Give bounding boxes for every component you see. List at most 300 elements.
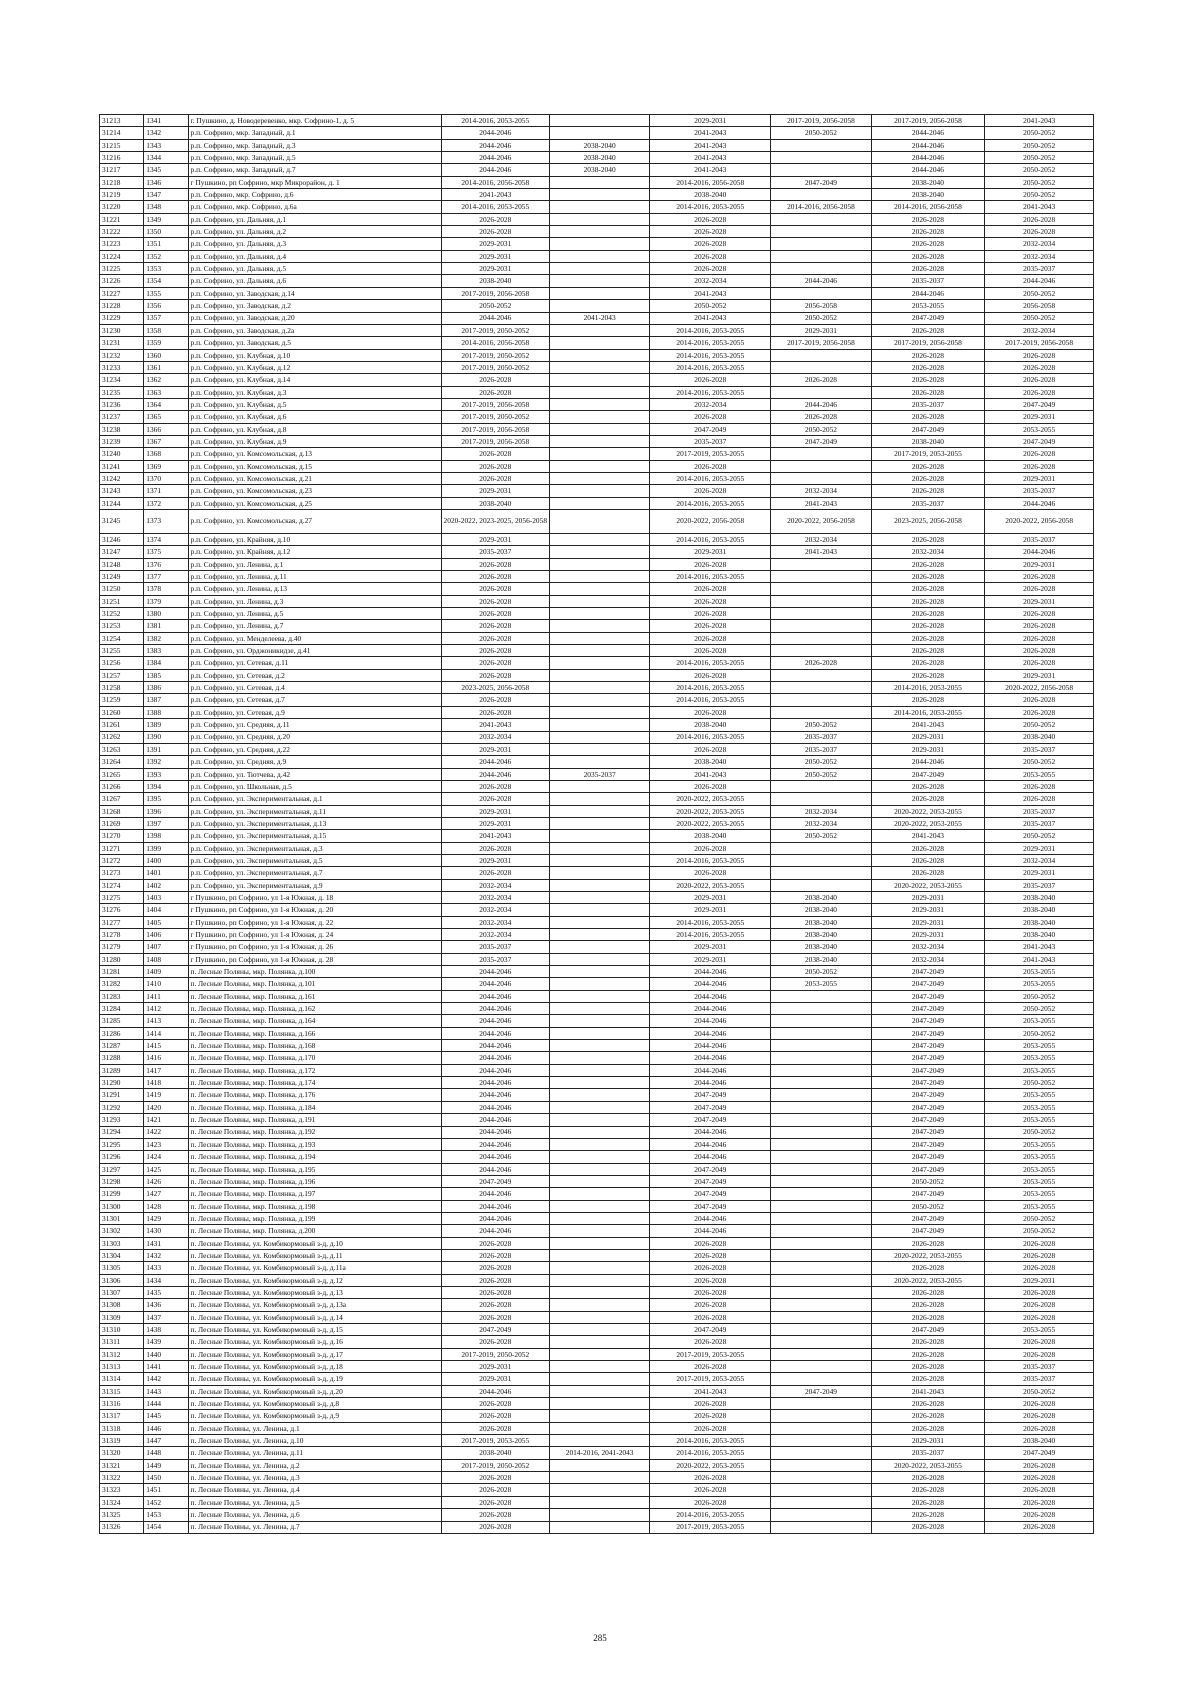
record-number-cell: 31313 [100, 1361, 144, 1373]
period-col-6-cell: 2026-2028 [985, 1398, 1094, 1410]
period-col-2-cell [550, 756, 650, 768]
item-number-cell: 1406 [144, 929, 188, 941]
period-col-5-cell: 2026-2028 [871, 645, 985, 657]
address-cell: р.п. Софрино, ул. Клубная, д.6 [188, 411, 441, 423]
table-row [100, 867, 1094, 879]
period-col-1-cell: 2026-2028 [441, 1496, 550, 1508]
item-number-cell: 1424 [144, 1151, 188, 1163]
period-col-6-cell: 2038-2040 [985, 891, 1094, 903]
item-number-cell: 1435 [144, 1286, 188, 1298]
period-col-5-cell: 2044-2046 [871, 152, 985, 164]
table-row [100, 719, 1094, 731]
period-col-3-cell: 2044-2046 [650, 1077, 771, 1089]
period-col-4-cell [771, 361, 871, 373]
item-number-cell: 1387 [144, 694, 188, 706]
period-col-4-cell: 2026-2028 [771, 374, 871, 386]
period-col-6-cell: 2044-2046 [985, 497, 1094, 509]
period-col-4-cell [771, 1299, 871, 1311]
address-cell: п. Лесные Поляны, ул. Ленина, д.11 [188, 1447, 441, 1459]
period-col-3-cell: 2026-2028 [650, 842, 771, 854]
item-number-cell: 1425 [144, 1163, 188, 1175]
period-col-3-cell: 2026-2028 [650, 213, 771, 225]
record-number-cell: 31218 [100, 176, 144, 188]
period-col-4-cell: 2050-2052 [771, 966, 871, 978]
table-row [100, 1496, 1094, 1508]
table-row [100, 1336, 1094, 1348]
period-col-6-cell: 2020-2022, 2056-2058 [985, 682, 1094, 694]
period-col-1-cell: 2035-2037 [441, 546, 550, 558]
period-col-6-cell: 2053-2055 [985, 1138, 1094, 1150]
period-col-4-cell [771, 287, 871, 299]
period-col-3-cell: 2020-2022, 2053-2055 [650, 805, 771, 817]
item-number-cell: 1357 [144, 312, 188, 324]
period-col-2-cell [550, 485, 650, 497]
period-col-6-cell: 2026-2028 [985, 780, 1094, 792]
period-col-1-cell: 2017-2019, 2056-2058 [441, 398, 550, 410]
record-number-cell: 31320 [100, 1447, 144, 1459]
item-number-cell: 1446 [144, 1422, 188, 1434]
period-col-5-cell: 2035-2037 [871, 497, 985, 509]
table-row [100, 176, 1094, 188]
period-col-5-cell: 2026-2028 [871, 1361, 985, 1373]
period-col-4-cell: 2050-2052 [771, 756, 871, 768]
address-cell: р.п. Софрино, ул. Дальняя, д.5 [188, 263, 441, 275]
address-cell: г. Пушкино, д. Новодеревенко, мкр. Софрино-1, д. 5 [188, 115, 441, 127]
table-row [100, 1114, 1094, 1126]
period-col-5-cell: 2026-2028 [871, 620, 985, 632]
table-row [100, 571, 1094, 583]
period-col-5-cell: 2047-2049 [871, 966, 985, 978]
period-col-5-cell: 2047-2049 [871, 1138, 985, 1150]
address-cell: п. Лесные Поляны, ул. Комбикормовый з-д, д.14 [188, 1311, 441, 1323]
period-col-5-cell: 2026-2028 [871, 1262, 985, 1274]
table-row [100, 1200, 1094, 1212]
period-col-2-cell [550, 632, 650, 644]
period-col-4-cell [771, 1286, 871, 1298]
period-col-6-cell: 2053-2055 [985, 423, 1094, 435]
record-number-cell: 31235 [100, 386, 144, 398]
item-number-cell: 1358 [144, 324, 188, 336]
period-col-6-cell: 2020-2022, 2056-2058 [985, 510, 1094, 534]
item-number-cell: 1352 [144, 250, 188, 262]
period-col-4-cell: 2047-2049 [771, 435, 871, 447]
period-col-4-cell [771, 558, 871, 570]
record-number-cell: 31276 [100, 904, 144, 916]
period-col-2-cell [550, 115, 650, 127]
period-col-5-cell: 2026-2028 [871, 657, 985, 669]
period-col-4-cell [771, 1496, 871, 1508]
period-col-4-cell [771, 1410, 871, 1422]
period-col-2-cell [550, 978, 650, 990]
table-row [100, 669, 1094, 681]
period-col-1-cell: 2038-2040 [441, 497, 550, 509]
period-col-4-cell [771, 1484, 871, 1496]
period-col-4-cell [771, 1324, 871, 1336]
address-cell: п. Лесные Поляны, ул. Комбикормовый з-д, д.19 [188, 1373, 441, 1385]
period-col-1-cell: 2017-2019, 2050-2052 [441, 361, 550, 373]
record-number-cell: 31283 [100, 990, 144, 1002]
address-cell: п. Лесные Поляны, мкр. Полянка, д.162 [188, 1003, 441, 1015]
period-col-6-cell: 2026-2028 [985, 226, 1094, 238]
address-cell: р.п. Софрино, ул. Крайняя, д.10 [188, 534, 441, 546]
item-number-cell: 1416 [144, 1052, 188, 1064]
item-number-cell: 1441 [144, 1361, 188, 1373]
period-col-5-cell: 2047-2049 [871, 1163, 985, 1175]
period-col-4-cell: 2014-2016, 2056-2058 [771, 201, 871, 213]
period-col-5-cell: 2026-2028 [871, 1496, 985, 1508]
period-col-1-cell: 2044-2046 [441, 990, 550, 1002]
period-col-2-cell [550, 867, 650, 879]
address-cell: р.п. Софрино, ул. Заводская, д.20 [188, 312, 441, 324]
period-col-1-cell: 2017-2019, 2056-2058 [441, 435, 550, 447]
address-cell: п. Лесные Поляны, мкр. Полянка, д.196 [188, 1175, 441, 1187]
period-col-2-cell [550, 879, 650, 891]
period-col-6-cell: 2026-2028 [985, 1509, 1094, 1521]
period-col-2-cell [550, 337, 650, 349]
period-col-1-cell: 2026-2028 [441, 1249, 550, 1261]
record-number-cell: 31228 [100, 300, 144, 312]
period-col-3-cell: 2014-2016, 2053-2055 [650, 324, 771, 336]
record-number-cell: 31282 [100, 978, 144, 990]
table-row [100, 805, 1094, 817]
item-number-cell: 1433 [144, 1262, 188, 1274]
period-col-1-cell: 2026-2028 [441, 1262, 550, 1274]
table-row [100, 1373, 1094, 1385]
table-row [100, 1237, 1094, 1249]
item-number-cell: 1348 [144, 201, 188, 213]
period-col-5-cell: 2029-2031 [871, 904, 985, 916]
period-col-3-cell: 2014-2016, 2053-2055 [650, 497, 771, 509]
period-col-5-cell: 2041-2043 [871, 830, 985, 842]
period-col-4-cell [771, 1027, 871, 1039]
record-number-cell: 31304 [100, 1249, 144, 1261]
period-col-1-cell: 2026-2028 [441, 558, 550, 570]
period-col-6-cell: 2050-2052 [985, 1212, 1094, 1224]
period-col-4-cell [771, 1089, 871, 1101]
period-col-6-cell: 2017-2019, 2056-2058 [985, 337, 1094, 349]
period-col-1-cell: 2026-2028 [441, 1398, 550, 1410]
period-col-3-cell: 2038-2040 [650, 830, 771, 842]
table-row [100, 1101, 1094, 1113]
period-col-2-cell [550, 1225, 650, 1237]
address-cell: п. Лесные Поляны, ул. Комбикормовый з-д, д.8 [188, 1398, 441, 1410]
table-row [100, 990, 1094, 1002]
period-col-4-cell [771, 386, 871, 398]
item-number-cell: 1419 [144, 1089, 188, 1101]
period-col-1-cell: 2026-2028 [441, 571, 550, 583]
record-number-cell: 31277 [100, 916, 144, 928]
period-col-4-cell [771, 1274, 871, 1286]
period-col-4-cell [771, 1138, 871, 1150]
record-number-cell: 31260 [100, 706, 144, 718]
record-number-cell: 31240 [100, 448, 144, 460]
period-col-2-cell [550, 1077, 650, 1089]
period-col-5-cell: 2026-2028 [871, 250, 985, 262]
table-row [100, 1484, 1094, 1496]
period-col-4-cell: 2044-2046 [771, 275, 871, 287]
period-col-6-cell: 2053-2055 [985, 1324, 1094, 1336]
period-col-1-cell: 2044-2046 [441, 312, 550, 324]
record-number-cell: 31233 [100, 361, 144, 373]
record-number-cell: 31310 [100, 1324, 144, 1336]
item-number-cell: 1394 [144, 780, 188, 792]
period-col-2-cell [550, 1472, 650, 1484]
period-col-6-cell: 2047-2049 [985, 435, 1094, 447]
period-col-5-cell: 2047-2049 [871, 1126, 985, 1138]
period-col-2-cell [550, 423, 650, 435]
item-number-cell: 1400 [144, 854, 188, 866]
period-col-2-cell [550, 1385, 650, 1397]
period-col-2-cell [550, 1200, 650, 1212]
period-col-3-cell: 2020-2022, 2053-2055 [650, 1459, 771, 1471]
period-col-4-cell [771, 472, 871, 484]
period-col-4-cell [771, 780, 871, 792]
period-col-4-cell: 2047-2049 [771, 1385, 871, 1397]
period-col-3-cell: 2047-2049 [650, 1324, 771, 1336]
period-col-4-cell [771, 139, 871, 151]
period-col-1-cell: 2032-2034 [441, 731, 550, 743]
period-col-2-cell [550, 263, 650, 275]
period-col-6-cell: 2038-2040 [985, 1435, 1094, 1447]
period-col-3-cell: 2044-2046 [650, 1052, 771, 1064]
address-cell: р.п. Софрино, ул. Клубная, д.9 [188, 435, 441, 447]
item-number-cell: 1365 [144, 411, 188, 423]
period-col-3-cell: 2026-2028 [650, 1262, 771, 1274]
period-col-3-cell: 2017-2019, 2053-2055 [650, 1348, 771, 1360]
address-cell: р.п. Софрино, ул. Заводская, д.2а [188, 324, 441, 336]
period-col-2-cell: 2038-2040 [550, 152, 650, 164]
table-row [100, 250, 1094, 262]
period-col-3-cell: 2044-2046 [650, 1064, 771, 1076]
item-number-cell: 1452 [144, 1496, 188, 1508]
record-number-cell: 31249 [100, 571, 144, 583]
period-col-3-cell: 2041-2043 [650, 152, 771, 164]
address-cell: р.п. Софрино, ул. Экспериментальная, д.1 [188, 793, 441, 805]
item-number-cell: 1384 [144, 657, 188, 669]
period-col-1-cell: 2026-2028 [441, 1521, 550, 1533]
record-number-cell: 31232 [100, 349, 144, 361]
table-row [100, 152, 1094, 164]
record-number-cell: 31286 [100, 1027, 144, 1039]
period-col-1-cell: 2038-2040 [441, 275, 550, 287]
item-number-cell: 1401 [144, 867, 188, 879]
period-col-6-cell: 2029-2031 [985, 472, 1094, 484]
address-cell: р.п. Софрино, ул. Ленина, д.7 [188, 620, 441, 632]
period-col-1-cell: 2032-2034 [441, 904, 550, 916]
period-col-4-cell [771, 879, 871, 891]
period-col-6-cell: 2032-2034 [985, 324, 1094, 336]
period-col-5-cell: 2026-2028 [871, 361, 985, 373]
period-col-6-cell: 2050-2052 [985, 152, 1094, 164]
period-col-1-cell: 2044-2046 [441, 152, 550, 164]
period-col-5-cell: 2026-2028 [871, 780, 985, 792]
address-cell: р.п. Софрино, ул. Экспериментальная, д.15 [188, 830, 441, 842]
record-number-cell: 31296 [100, 1151, 144, 1163]
item-number-cell: 1372 [144, 497, 188, 509]
address-cell: п. Лесные Поляны, мкр. Полянка, д.184 [188, 1101, 441, 1113]
period-col-1-cell: 2032-2034 [441, 929, 550, 941]
record-number-cell: 31281 [100, 966, 144, 978]
record-number-cell: 31316 [100, 1398, 144, 1410]
record-number-cell: 31254 [100, 632, 144, 644]
period-col-2-cell [550, 460, 650, 472]
period-col-3-cell: 2047-2049 [650, 1101, 771, 1113]
period-col-2-cell [550, 929, 650, 941]
period-col-4-cell [771, 571, 871, 583]
period-col-3-cell: 2041-2043 [650, 1385, 771, 1397]
period-col-6-cell: 2038-2040 [985, 916, 1094, 928]
address-cell: р.п. Софрино, ул. Заводская, д.14 [188, 287, 441, 299]
address-cell: п. Лесные Поляны, мкр. Полянка, д.191 [188, 1114, 441, 1126]
item-number-cell: 1421 [144, 1114, 188, 1126]
period-col-3-cell: 2026-2028 [650, 1410, 771, 1422]
period-col-1-cell: 2029-2031 [441, 817, 550, 829]
period-col-1-cell: 2023-2025, 2056-2058 [441, 682, 550, 694]
table-row [100, 1151, 1094, 1163]
period-col-6-cell: 2053-2055 [985, 1114, 1094, 1126]
table-row [100, 1299, 1094, 1311]
period-col-2-cell [550, 1101, 650, 1113]
record-number-cell: 31325 [100, 1509, 144, 1521]
table-row [100, 1015, 1094, 1027]
page-number: 285 [593, 1633, 607, 1643]
period-col-2-cell [550, 250, 650, 262]
period-col-6-cell: 2026-2028 [985, 1249, 1094, 1261]
table-row [100, 374, 1094, 386]
table-row [100, 916, 1094, 928]
period-col-2-cell [550, 1484, 650, 1496]
table-row [100, 1138, 1094, 1150]
period-col-2-cell [550, 398, 650, 410]
address-cell: р.п. Софрино, ул. Экспериментальная, д.5 [188, 854, 441, 866]
period-col-4-cell [771, 1249, 871, 1261]
item-number-cell: 1410 [144, 978, 188, 990]
period-col-2-cell [550, 842, 650, 854]
period-col-3-cell: 2014-2016, 2053-2055 [650, 854, 771, 866]
period-col-4-cell [771, 1077, 871, 1089]
period-col-3-cell: 2026-2028 [650, 1422, 771, 1434]
period-col-1-cell: 2044-2046 [441, 1015, 550, 1027]
period-col-5-cell: 2044-2046 [871, 164, 985, 176]
record-number-cell: 31261 [100, 719, 144, 731]
period-col-3-cell: 2014-2016, 2053-2055 [650, 349, 771, 361]
table-row [100, 1311, 1094, 1323]
period-col-6-cell: 2050-2052 [985, 189, 1094, 201]
period-col-3-cell: 2014-2016, 2056-2058 [650, 176, 771, 188]
period-col-2-cell [550, 201, 650, 213]
period-col-5-cell: 2032-2034 [871, 546, 985, 558]
table-row [100, 510, 1094, 534]
period-col-2-cell [550, 854, 650, 866]
period-col-6-cell: 2050-2052 [985, 1027, 1094, 1039]
period-col-4-cell: 2053-2055 [771, 978, 871, 990]
period-col-4-cell: 2044-2046 [771, 398, 871, 410]
item-number-cell: 1390 [144, 731, 188, 743]
item-number-cell: 1360 [144, 349, 188, 361]
period-col-5-cell: 2026-2028 [871, 263, 985, 275]
item-number-cell: 1388 [144, 706, 188, 718]
period-col-1-cell: 2044-2046 [441, 1089, 550, 1101]
period-col-2-cell [550, 238, 650, 250]
address-cell: п. Лесные Поляны, ул. Комбикормовый з-д, д.10 [188, 1237, 441, 1249]
address-cell: р.п. Софрино, ул. Экспериментальная, д.9 [188, 879, 441, 891]
period-col-4-cell [771, 460, 871, 472]
period-col-6-cell: 2026-2028 [985, 1484, 1094, 1496]
period-col-1-cell: 2044-2046 [441, 1126, 550, 1138]
table-row [100, 1212, 1094, 1224]
record-number-cell: 31223 [100, 238, 144, 250]
table-row [100, 694, 1094, 706]
period-col-5-cell: 2026-2028 [871, 1472, 985, 1484]
item-number-cell: 1411 [144, 990, 188, 1002]
period-col-2-cell [550, 1163, 650, 1175]
address-cell: р.п. Софрино, ул. Сетевая, д.9 [188, 706, 441, 718]
item-number-cell: 1436 [144, 1299, 188, 1311]
record-number-cell: 31317 [100, 1410, 144, 1422]
table-row [100, 1188, 1094, 1200]
period-col-2-cell [550, 176, 650, 188]
item-number-cell: 1343 [144, 139, 188, 151]
period-col-2-cell [550, 1114, 650, 1126]
record-number-cell: 31230 [100, 324, 144, 336]
period-col-6-cell: 2053-2055 [985, 1175, 1094, 1187]
period-col-2-cell [550, 1286, 650, 1298]
period-col-2-cell [550, 1422, 650, 1434]
period-col-2-cell [550, 904, 650, 916]
period-col-5-cell: 2047-2049 [871, 1188, 985, 1200]
table-row [100, 460, 1094, 472]
address-cell: р.п. Софрино, ул. Дальняя, д.4 [188, 250, 441, 262]
period-col-4-cell [771, 152, 871, 164]
period-col-2-cell [550, 645, 650, 657]
period-col-5-cell: 2014-2016, 2053-2055 [871, 682, 985, 694]
repair-schedule-table [99, 114, 1094, 1534]
period-col-6-cell: 2026-2028 [985, 460, 1094, 472]
item-number-cell: 1437 [144, 1311, 188, 1323]
period-col-1-cell: 2017-2019, 2053-2055 [441, 1435, 550, 1447]
period-col-1-cell: 2017-2019, 2050-2052 [441, 1459, 550, 1471]
record-number-cell: 31237 [100, 411, 144, 423]
period-col-5-cell: 2029-2031 [871, 929, 985, 941]
period-col-1-cell: 2026-2028 [441, 595, 550, 607]
period-col-2-cell [550, 546, 650, 558]
item-number-cell: 1344 [144, 152, 188, 164]
period-col-3-cell: 2026-2028 [650, 669, 771, 681]
period-col-4-cell [771, 1015, 871, 1027]
table-row [100, 287, 1094, 299]
period-col-4-cell [771, 1521, 871, 1533]
period-col-5-cell: 2047-2049 [871, 423, 985, 435]
item-number-cell: 1386 [144, 682, 188, 694]
item-number-cell: 1389 [144, 719, 188, 731]
period-col-2-cell [550, 435, 650, 447]
period-col-3-cell: 2020-2022, 2053-2055 [650, 817, 771, 829]
period-col-3-cell: 2026-2028 [650, 263, 771, 275]
record-number-cell: 31220 [100, 201, 144, 213]
item-number-cell: 1371 [144, 485, 188, 497]
period-col-2-cell [550, 1361, 650, 1373]
address-cell: р.п. Софрино, мкр. Западный, д.5 [188, 152, 441, 164]
table-row [100, 546, 1094, 558]
period-col-3-cell: 2020-2022, 2056-2058 [650, 510, 771, 534]
item-number-cell: 1426 [144, 1175, 188, 1187]
period-col-2-cell [550, 620, 650, 632]
period-col-2-cell [550, 1521, 650, 1533]
period-col-6-cell: 2029-2031 [985, 411, 1094, 423]
period-col-4-cell: 2038-2040 [771, 891, 871, 903]
record-number-cell: 31293 [100, 1114, 144, 1126]
period-col-2-cell [550, 287, 650, 299]
